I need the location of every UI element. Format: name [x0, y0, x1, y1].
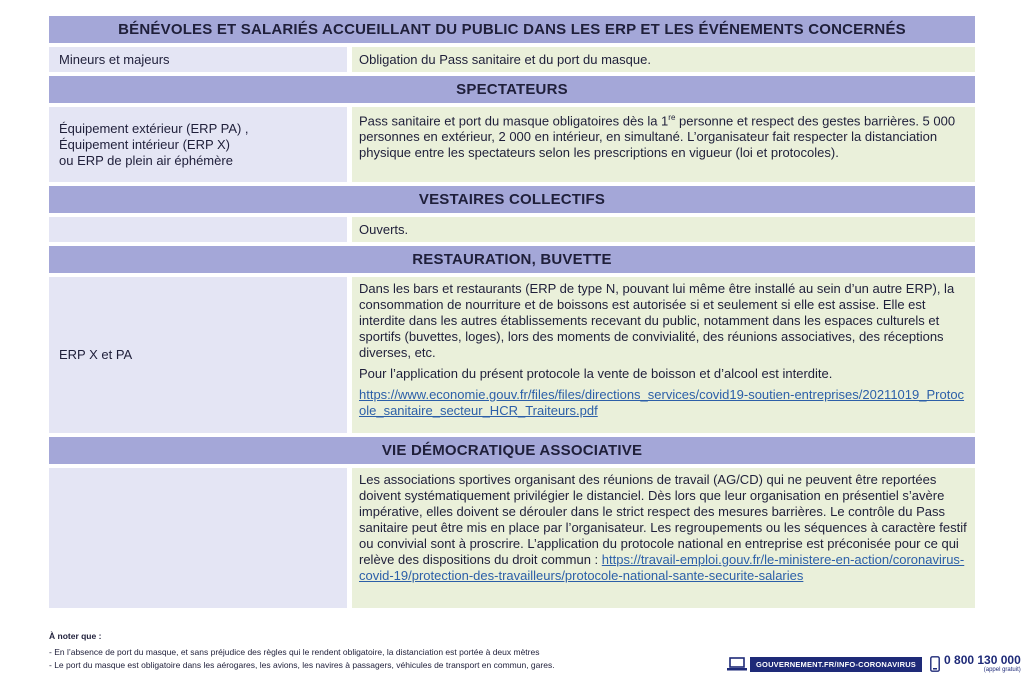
phone-sub: (appel gratuit) — [983, 667, 1021, 673]
row-vestiaires — [49, 217, 975, 242]
row-label-text: Équipement extérieur (ERP PA) , Équipement intérieur (ERP X) ou ERP de plein air éphémère — [59, 120, 249, 168]
gov-contact — [727, 654, 1021, 674]
section-header-restauration — [49, 246, 975, 273]
row-label: ERP X et PA — [49, 277, 347, 433]
row-text: Obligation du Pass sanitaire et du port du masque. — [359, 51, 651, 67]
phone-icon — [930, 656, 940, 672]
section-header-vie-democratique — [49, 437, 975, 464]
section-title: VESTAIRES COLLECTIFS — [418, 191, 606, 208]
footer-notes — [49, 630, 555, 672]
phone-number-block — [944, 654, 1021, 674]
note-item: - Le port du masque est obligatoire dans les aérogares, les avions, les navires à passagers, véhicules de transport en commun, gares. — [49, 660, 555, 670]
section-header-spectateurs — [49, 76, 975, 103]
section-header-vestiaires — [49, 186, 975, 213]
row-content — [352, 107, 975, 182]
row-mineurs-majeurs — [49, 47, 975, 72]
section-header-benevoles — [49, 16, 975, 43]
laptop-icon — [727, 657, 747, 671]
row-text — [359, 472, 969, 584]
protocol-table — [49, 16, 975, 612]
row-erp-x-pa — [49, 277, 975, 433]
section-title: RESTAURATION, BUVETTE — [412, 251, 612, 268]
row-equipements — [49, 107, 975, 182]
section-title: BÉNÉVOLES ET SALARIÉS ACCUEILLANT DU PUBLIC DANS LES ERP ET LES ÉVÉNEMENTS CONCERNÉS — [118, 21, 906, 38]
link-paragraph — [359, 387, 969, 419]
hcr-protocol-link[interactable]: https://www.economie.gouv.fr/files/files/directions_services/covid19-soutien-entreprises/20211019_Protocole_sanitaire_secteur_HCR_Traiteurs.pdf — [359, 387, 965, 418]
phone-number[interactable]: 0 800 130 000 — [944, 653, 1021, 667]
row-paragraph: Dans les bars et restaurants (ERP de type N, pouvant lui même être installé au sein d’un autre ERP), la consommation de nourriture et de boissons est autorisée si et seulement si elle est assise. Elle est interdite dans les autres établissements recevant du public, notamment dans les espaces culturels et sportifs (buvettes, loges), lors des moments de convivialité, des réunions associatives, des réceptions diverses, etc. — [359, 281, 955, 360]
row-content — [352, 217, 975, 242]
row-associations — [49, 468, 975, 608]
note-item: - En l’absence de port du masque, et sans préjudice des règles qui le rendent obligatoire, la distanciation est portée à deux mètres — [49, 647, 540, 657]
gov-url-badge[interactable]: GOUVERNEMENT.FR/INFO-CORONAVIRUS — [750, 657, 922, 672]
superscript: re — [668, 113, 676, 122]
row-paragraph: Pour l’application du présent protocole la vente de boisson et d’alcool est interdite. — [359, 366, 833, 381]
text-part: Les associations sportives organisant des réunions de travail (AG/CD) qui ne peuvent être reportées doivent systématiquement privilégier le distanciel. Dès lors que leur organisation en présentiel s’avère impérative, elles doivent se dérouler dans le strict respect des mesures barrières. Le contrôle du Pass sanitaire peut être mis en place par l’organisateur. Les regroupements ou les séquences à caractère festif ou convivial sont à proscrire. L’application du protocole national en entreprise est préconisée pour ce qui relève des dispositions du droit commun : — [359, 472, 967, 567]
national-protocol-link[interactable]: https://travail-emploi.gouv.fr/le-ministere-en-action/coronavirus-covid-19/protection-des-travailleurs/protocole-national-sante-securite-salaries — [359, 552, 965, 583]
row-label — [49, 107, 347, 182]
text-part: personne et respect des gestes barrières. 5 000 personnes en extérieur, 2 000 en intérieur, en simultané. L’organisateur fait respecter la distanciation physique entre les spectateurs selon les prescriptions en vigueur (loi et protocoles). — [359, 113, 956, 161]
section-title: SPECTATEURS — [456, 81, 568, 98]
row-text — [359, 110, 969, 161]
text-part: Pass sanitaire et port du masque obligatoires dès la 1 — [359, 113, 669, 129]
section-title: VIE DÉMOCRATIQUE ASSOCIATIVE — [381, 442, 643, 459]
row-content — [352, 47, 975, 72]
row-text: Ouverts. — [359, 221, 409, 237]
row-label — [49, 217, 347, 242]
row-label: Mineurs et majeurs — [49, 47, 347, 72]
row-label — [49, 468, 347, 608]
row-content — [352, 277, 975, 433]
notes-title: À noter que : — [49, 631, 102, 641]
row-content — [352, 468, 975, 608]
